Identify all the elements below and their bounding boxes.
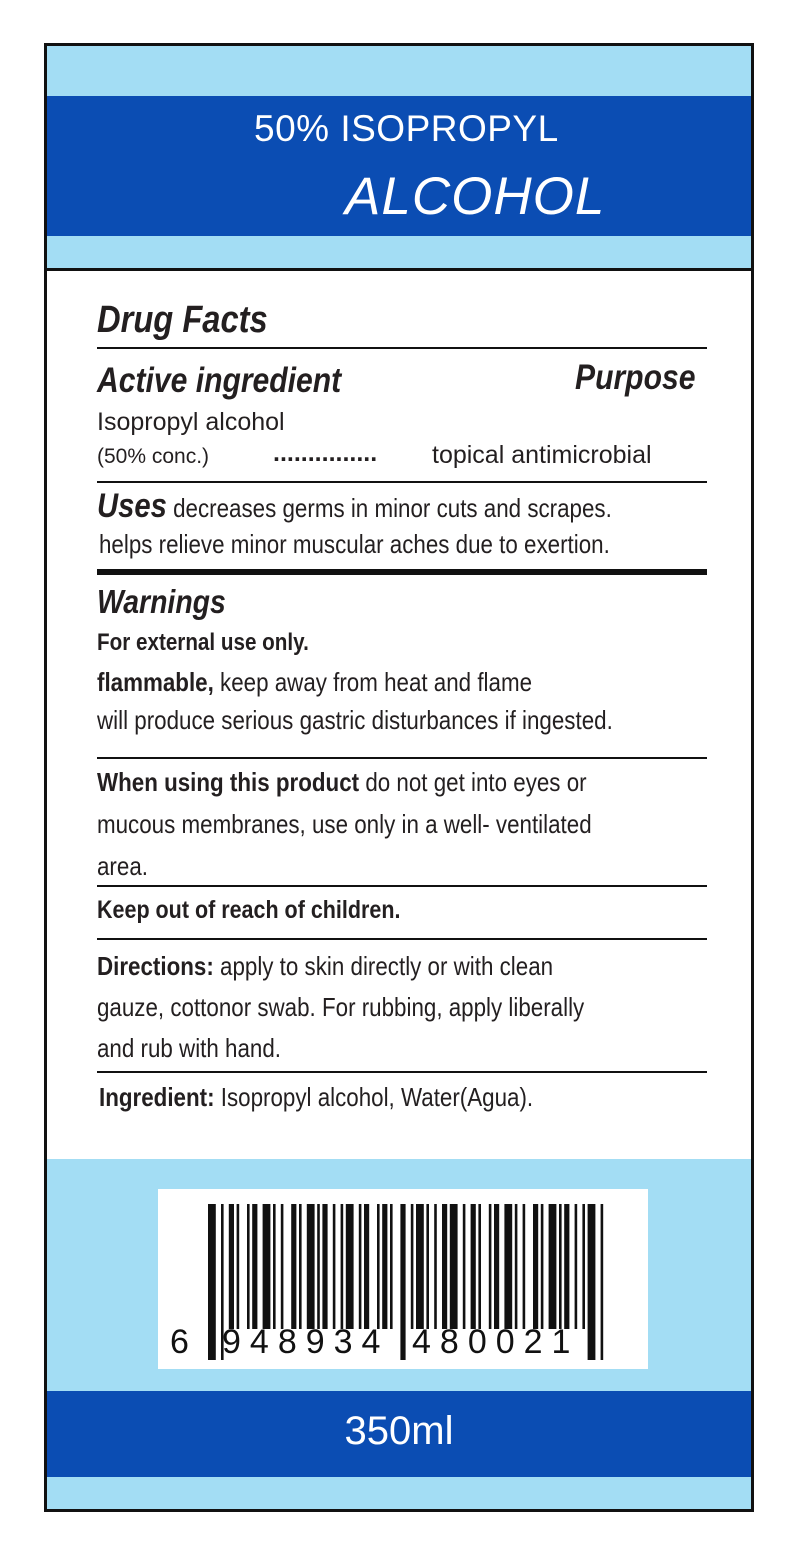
barcode-bar <box>237 1204 240 1329</box>
barcode-bar <box>208 1204 216 1360</box>
barcode-bar <box>382 1204 387 1329</box>
bottom-area <box>47 1159 751 1509</box>
divider <box>97 1071 707 1073</box>
when-using-text: do not get into eyes or <box>365 767 587 797</box>
directions-line1 <box>97 951 627 982</box>
barcode-bar <box>317 1204 320 1329</box>
barcode-bar <box>400 1204 405 1360</box>
uses-line1 <box>97 487 696 526</box>
barcode-bar <box>533 1204 538 1329</box>
product-title-line2: ALCOHOL <box>345 167 606 226</box>
barcode-bar <box>582 1204 585 1329</box>
when-using-line3: area. <box>97 851 148 881</box>
product-label <box>44 43 754 1512</box>
barcode-bar <box>359 1204 362 1329</box>
barcode-bar <box>322 1204 327 1329</box>
ingredient-text: Isopropyl alcohol, Water(Agua). <box>220 1082 534 1112</box>
keep-out-warning: Keep out of reach of children. <box>97 896 401 924</box>
barcode-bar <box>426 1204 429 1329</box>
barcode-bar <box>575 1204 578 1329</box>
when-using-label: When using this product <box>97 767 360 797</box>
when-using-line2: mucous membranes, use only in a well- ventilated <box>97 809 592 839</box>
volume-text: 350ml <box>344 1409 454 1453</box>
ingest-warning: will produce serious gastric disturbances if ingested. <box>97 705 613 735</box>
barcode-bar <box>601 1204 604 1360</box>
barcode-bar <box>411 1204 414 1329</box>
barcode-bar <box>471 1204 476 1329</box>
ingredient-name: Isopropyl alcohol <box>97 408 285 436</box>
barcode <box>158 1189 648 1369</box>
thick-divider <box>97 569 707 575</box>
product-title-line1: 50% ISOPROPYL <box>254 108 559 149</box>
barcode-bar <box>364 1204 369 1329</box>
barcode-bar <box>333 1204 336 1329</box>
barcode-bar <box>281 1204 284 1329</box>
barcode-group1: 948934 <box>222 1323 390 1361</box>
barcode-bar <box>434 1204 437 1329</box>
barcode-bar <box>341 1204 344 1329</box>
barcode-bar <box>247 1204 250 1329</box>
barcode-bar <box>549 1204 557 1329</box>
drug-facts-panel <box>47 268 751 1162</box>
barcode-bar <box>346 1204 354 1329</box>
barcode-bar <box>504 1204 512 1329</box>
divider <box>97 757 707 759</box>
barcode-bar <box>450 1204 458 1329</box>
divider <box>97 481 707 483</box>
barcode-bar <box>252 1204 257 1329</box>
barcode-group2: 480021 <box>412 1323 580 1361</box>
barcode-bar <box>291 1204 296 1329</box>
barcode-bar <box>559 1204 562 1329</box>
flammable-text: keep away from heat and flame <box>220 667 533 697</box>
external-use-warning: For external use only. <box>97 629 309 656</box>
barcode-bar <box>416 1204 424 1329</box>
flammable-warning <box>97 667 603 698</box>
ingredient-concentration: (50% conc.) <box>97 445 210 468</box>
divider <box>97 885 707 887</box>
ingredient-list <box>99 1082 604 1113</box>
barcode-bar <box>273 1204 276 1329</box>
leader-dots: ............... <box>273 439 378 467</box>
drug-facts-heading: Drug Facts <box>97 299 268 341</box>
barcode-bar <box>442 1204 447 1329</box>
barcode-bar <box>390 1204 393 1329</box>
directions-line3: and rub with hand. <box>97 1033 281 1063</box>
barcode-bar <box>307 1204 315 1329</box>
barcode-bar <box>377 1204 380 1329</box>
purpose-heading: Purpose <box>575 358 696 397</box>
purpose-text: topical antimicrobial <box>432 441 652 469</box>
barcode-bar <box>515 1204 518 1329</box>
flammable-label: flammable, <box>97 667 214 697</box>
barcode-bar <box>299 1204 302 1329</box>
barcode-bar <box>263 1204 271 1329</box>
warnings-heading: Warnings <box>97 583 226 620</box>
ingredient-label: Ingredient: <box>99 1082 215 1112</box>
barcode-bar <box>523 1204 526 1329</box>
barcode-bar <box>478 1204 481 1329</box>
directions-line2: gauze, cottonor swab. For rubbing, apply liberally <box>97 992 585 1022</box>
directions-label: Directions: <box>97 951 214 981</box>
barcode-bar <box>588 1204 596 1360</box>
uses-text: decreases germs in minor cuts and scrapes. <box>173 493 612 523</box>
barcode-bar <box>541 1204 544 1329</box>
barcode-bar <box>463 1204 466 1329</box>
uses-line2: helps relieve minor muscular aches due to exertion. <box>99 529 610 559</box>
barcode-bar <box>494 1204 499 1329</box>
volume-band <box>47 1391 751 1477</box>
active-ingredient-heading: Active ingredient <box>97 361 342 400</box>
barcode-bar <box>564 1204 569 1329</box>
directions-text: apply to skin directly or with clean <box>220 951 554 981</box>
barcode-first-digit: 6 <box>170 1323 190 1361</box>
barcode-bar <box>229 1204 234 1329</box>
barcode-bar <box>489 1204 492 1329</box>
when-using-line1 <box>97 767 666 798</box>
divider <box>97 938 707 940</box>
divider <box>97 347 707 349</box>
uses-heading: Uses <box>97 487 167 525</box>
